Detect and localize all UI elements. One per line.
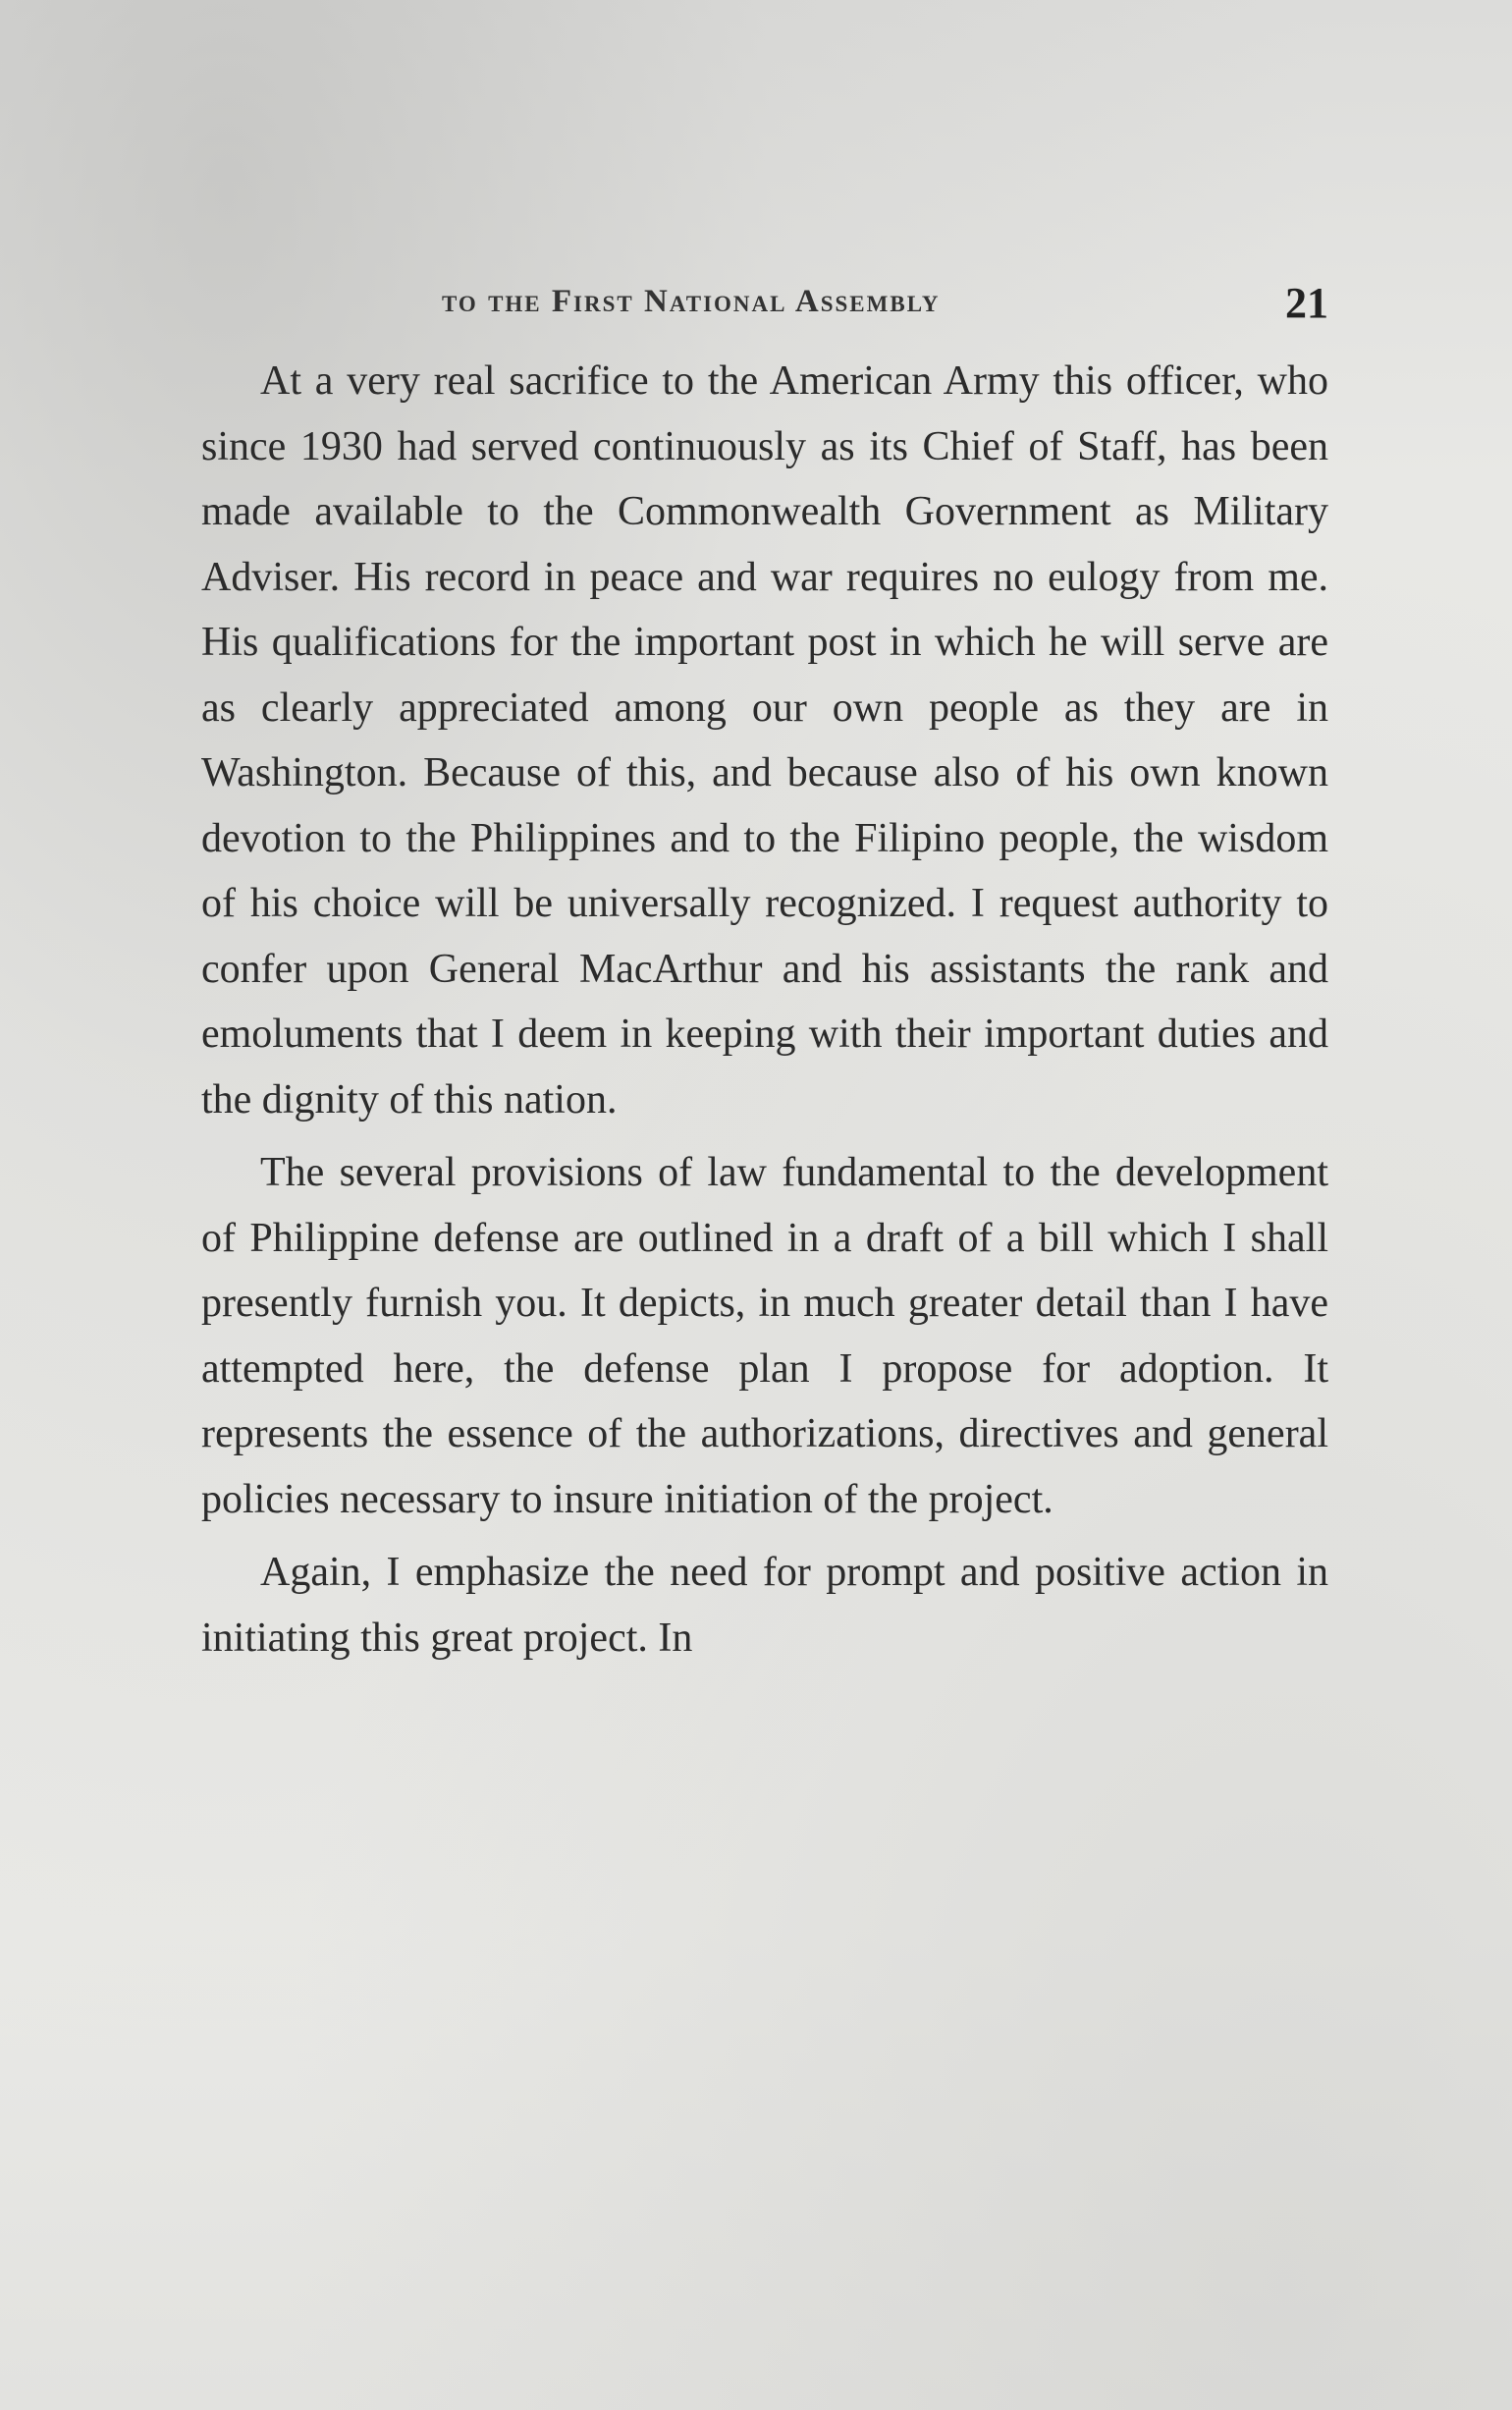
body-text	[201, 349, 1328, 1671]
running-title: to the First National Assembly	[442, 284, 941, 319]
paragraph-3: Again, I emphasize the need for prompt and positive action in initiating this great project. In	[201, 1550, 1328, 1661]
running-head	[201, 278, 1328, 337]
paragraph-1: At a very real sacrifice to the American Army this officer, who since 1930 had served continuously as its Chief of Staff, has been made available to the Commonwealth Government as Military Adviser. His record in peace and war requires no eulogy from me. His qualifications for the important post in which he will serve are as clearly appreciated among our own people as they are in Washington. Because of this, and because also of his own known devotion to the Philippines and to the Filipino people, the wisdom of his choice will be universally recognized. I request authority to confer upon General MacArthur and his assistants the rank and emoluments that I deem in keeping with their important duties and the dignity of this nation.	[201, 358, 1328, 1123]
paragraph-2: The several provisions of law fundamental to the development of Philippine defense are outlined in a draft of a bill which I shall presently furnish you. It depicts, in much greater detail than I have attempted here, the defense plan I propose for adoption. It represents the essence of the authorizations, directives and general policies necessary to insure initiation of the project.	[201, 1150, 1328, 1522]
page-number: 21	[1285, 279, 1328, 327]
